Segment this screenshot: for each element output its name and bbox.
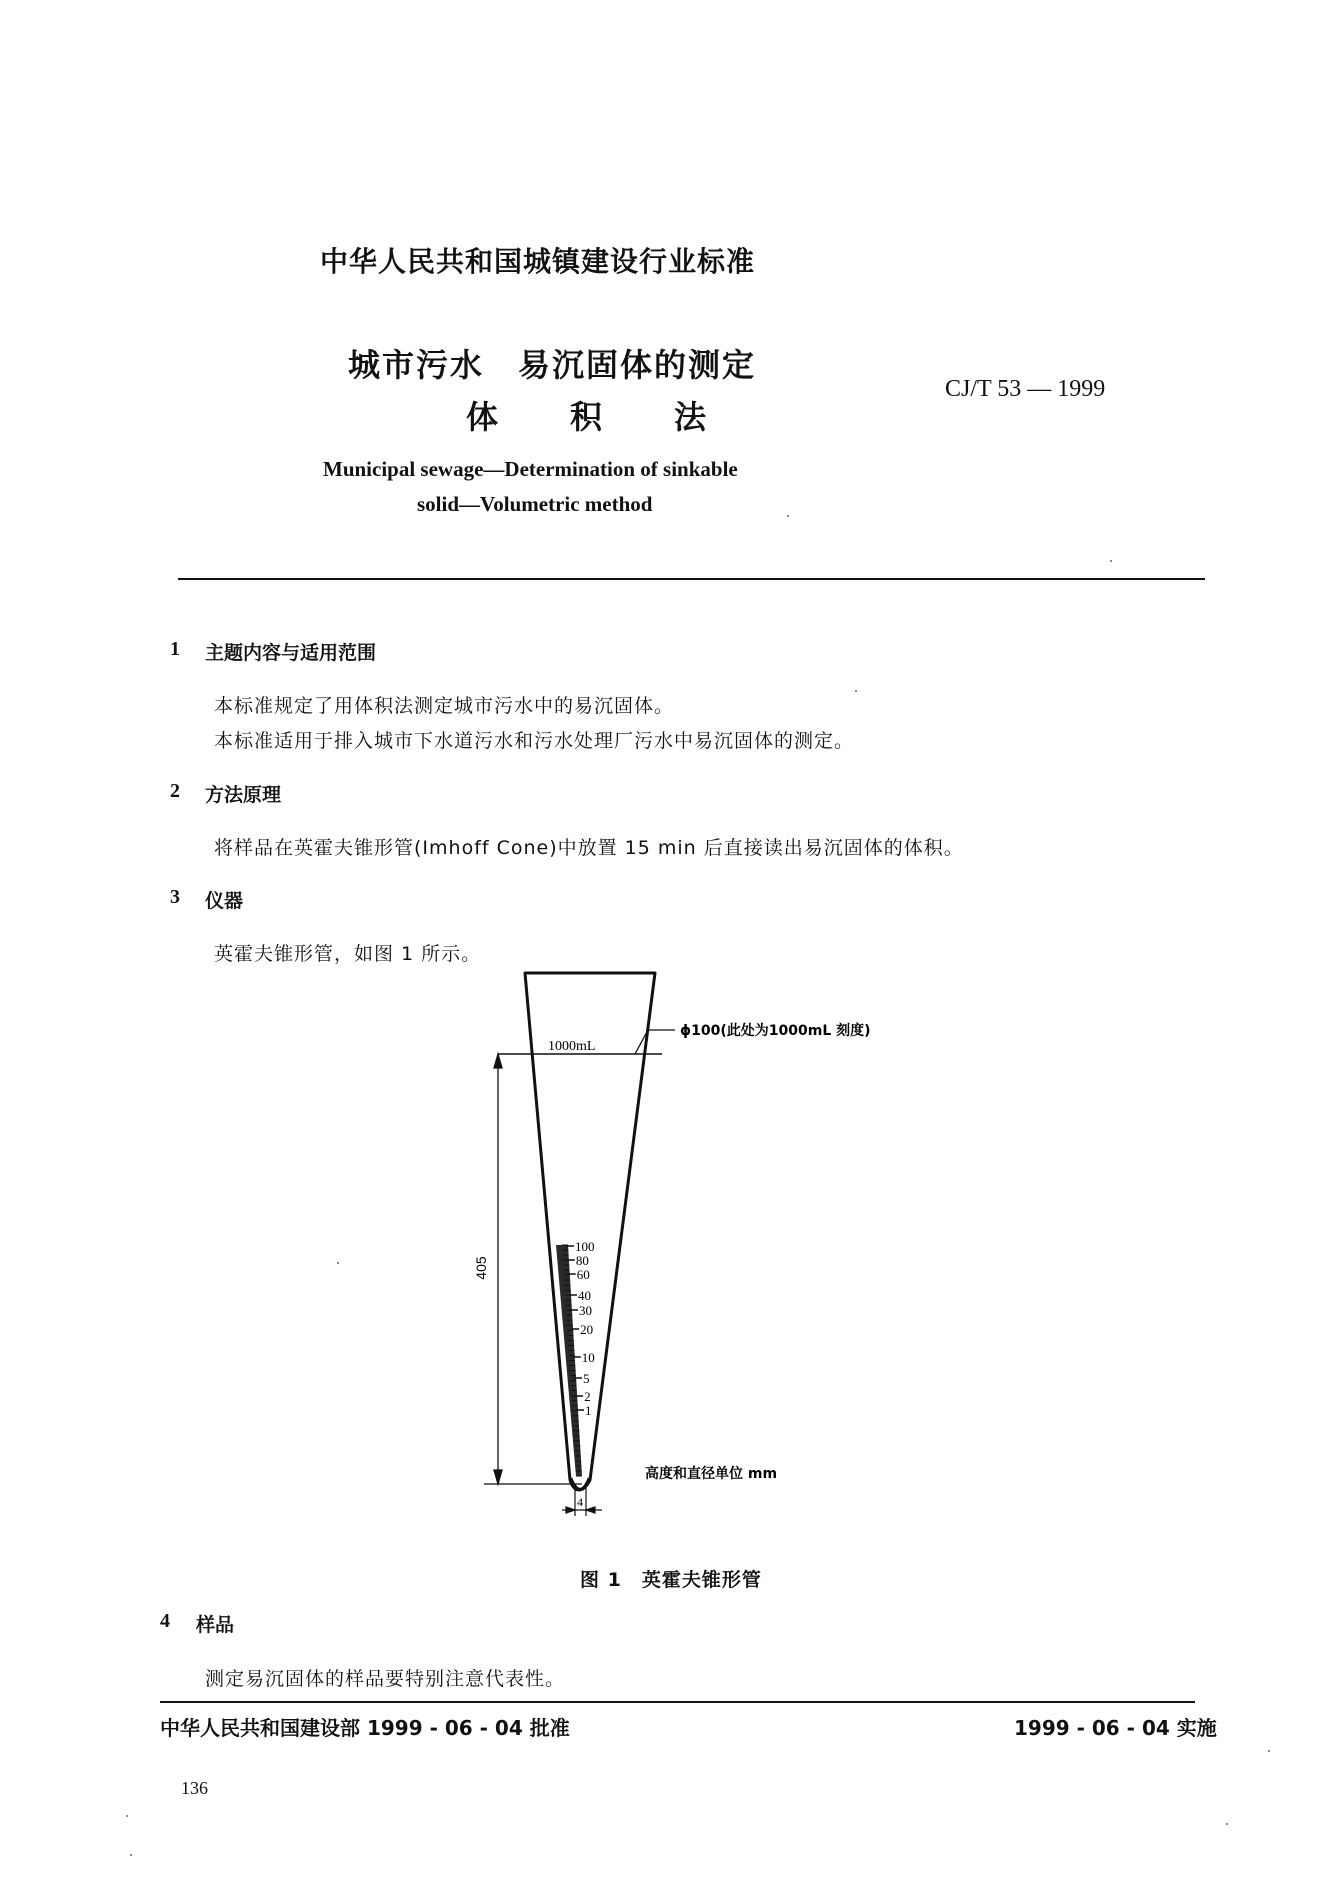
label-height: 405: [473, 1256, 489, 1280]
scan-speck: [337, 1262, 339, 1264]
section-1-paragraph-2: 本标准适用于排入城市下水道污水和污水处理厂污水中易沉固体的测定。: [214, 730, 855, 752]
scan-speck: [1268, 1750, 1270, 1752]
section-4-paragraph-1: 测定易沉固体的样品要特别注意代表性。: [205, 1668, 566, 1690]
title-english-line-2: solid—Volumetric method: [417, 492, 653, 516]
graduation-label: 30: [578, 1303, 592, 1318]
section-2-title: 方法原理: [205, 784, 282, 806]
graduation-label: 1: [585, 1403, 592, 1418]
standard-number: CJ/T 53 — 1999: [945, 376, 1106, 402]
effective-date: 1999 - 06 - 04 实施: [1014, 1716, 1217, 1740]
title-chinese-line-1: 城市污水 易沉固体的测定: [348, 346, 757, 384]
diameter-leader-line: [635, 1030, 675, 1054]
standard-organization-header: 中华人民共和国城镇建设行业标准: [320, 245, 756, 278]
scan-speck: [787, 515, 789, 517]
graduation-label: 5: [583, 1371, 590, 1386]
title-english-line-1: Municipal sewage—Determination of sinkable: [323, 457, 738, 481]
graduation-label: 80: [575, 1253, 589, 1268]
figure-caption: 图 1 英霍夫锥形管: [580, 1569, 762, 1591]
section-4-number: 4: [160, 1610, 170, 1632]
graduation-label: 2: [584, 1389, 591, 1404]
section-2-paragraph-1: 将样品在英霍夫锥形管(Imhoff Cone)中放置 15 min 后直接读出易沉固体的体积。: [214, 837, 964, 859]
label-diameter: ϕ100(此处为1000mL 刻度): [680, 1023, 871, 1039]
graduation-label: 40: [578, 1288, 592, 1303]
label-1000ml: 1000mL: [548, 1039, 596, 1054]
section-3-paragraph-1: 英霍夫锥形管，如图 1 所示。: [214, 943, 482, 965]
section-1-number: 1: [170, 638, 180, 660]
label-units: 高度和直径单位 mm: [645, 1466, 778, 1482]
section-3-number: 3: [170, 886, 180, 908]
scan-speck: [130, 1854, 132, 1856]
section-3-title: 仪器: [205, 890, 244, 912]
scan-speck: [1226, 1823, 1228, 1825]
approval-line: 中华人民共和国建设部 1999 - 06 - 04 批准: [160, 1716, 570, 1740]
imhoff-cone-figure: [470, 968, 940, 1528]
scan-speck: [855, 690, 857, 692]
graduation-label: 100: [575, 1239, 595, 1254]
section-2-number: 2: [170, 780, 180, 802]
footer-divider-rule: [160, 1701, 1195, 1703]
graduation-label: 10: [581, 1350, 595, 1365]
graduation-label: 20: [580, 1322, 594, 1337]
label-tip-width: 4: [577, 1495, 583, 1509]
title-chinese-line-2: 体 积 法: [466, 398, 727, 436]
section-1-title: 主题内容与适用范围: [205, 642, 377, 664]
scan-speck: [126, 1815, 128, 1817]
scan-speck: [1110, 560, 1112, 562]
graduation-label: 60: [576, 1267, 590, 1282]
section-1-paragraph-1: 本标准规定了用体积法测定城市污水中的易沉固体。: [214, 695, 675, 717]
header-divider-rule: [178, 578, 1205, 580]
section-4-title: 样品: [196, 1614, 235, 1636]
page-number: 136: [181, 1778, 208, 1798]
